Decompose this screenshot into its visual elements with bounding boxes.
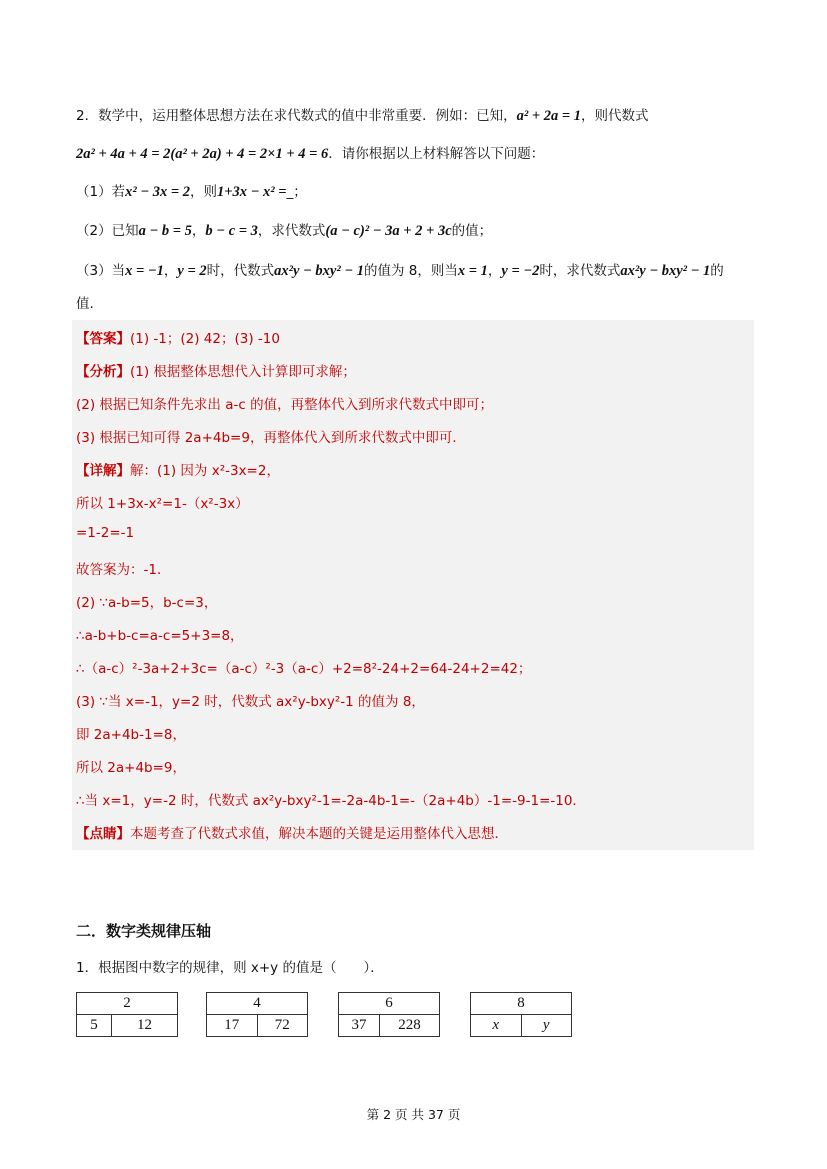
analysis-tag: 【分析】 — [76, 364, 130, 380]
problem-text: ．请你根据以上材料解答以下问题： — [328, 146, 545, 162]
q3-y1: y = 2 — [177, 263, 207, 279]
figure-right-number: 228 — [379, 1015, 439, 1037]
analysis-text: (1) 根据整体思想代入计算即可求解； — [130, 364, 356, 380]
q2-equation-1: a − b = 5 — [138, 223, 192, 239]
problem-intro-line — [76, 104, 648, 125]
figure-top-number: 6 — [339, 993, 440, 1015]
q3-x2: x = 1 — [457, 263, 488, 279]
question-text: 时，代数式 — [206, 263, 275, 279]
figure-left-variable: x — [471, 1015, 522, 1037]
comment-tag: 【点睛】 — [76, 826, 130, 842]
detail-line-9: 即 2a+4b-1=8， — [76, 727, 186, 743]
detail-text: 解：(1) 因为 x²-3x=2， — [130, 463, 280, 479]
question-text: （2）已知 — [76, 223, 139, 239]
answer-text: (1) -1；(2) 42；(3) -10 — [130, 331, 280, 347]
q3-expression-2: ax²y − bxy² − 1 — [620, 263, 711, 279]
figure-right-variable: y — [521, 1015, 572, 1037]
detail-line-3: =1-2=-1 — [76, 525, 135, 541]
question-text: 的值； — [451, 223, 493, 239]
question-text: ， — [163, 263, 178, 279]
example-expression: 2a² + 4a + 4 = 2(a² + 2a) + 4 = 2×1 + 4 = 6 — [76, 146, 329, 162]
question-text: _； — [286, 184, 307, 200]
figure-right-number: 72 — [257, 1015, 308, 1037]
analysis-line-3: (3) 根据已知可得 2a+4b=9，再整体代入到所求代数式中即可． — [76, 430, 466, 446]
number-figure-3 — [338, 992, 440, 1037]
detail-line-11: ∴当 x=1，y=-2 时，代数式 ax²y-bxy²-1=-2a-4b-1=-（2a+4b）-1=-9-1=-10． — [76, 793, 586, 809]
problem-text: 2．数学中，运用整体思想方法在求代数式的值中非常重要．例如：已知， — [76, 108, 517, 124]
question-3 — [76, 259, 724, 280]
question-text: 的 — [710, 263, 724, 279]
detail-line-10: 所以 2a+4b=9， — [76, 760, 187, 776]
number-figure-1 — [76, 992, 178, 1037]
question-text: 的值为 8，则当 — [364, 263, 458, 279]
problem-text: ，则代数式 — [580, 108, 649, 124]
question-text: （1）若 — [76, 184, 126, 200]
q3-y2: y = −2 — [501, 263, 540, 279]
answer-line — [76, 327, 280, 347]
question-text: ， — [191, 223, 206, 239]
question-1 — [76, 180, 307, 201]
detail-line-7: ∴（a-c）²-3a+2+3c=（a-c）²-3（a-c）+2=8²-24+2=64-24+2=42； — [76, 661, 532, 677]
detail-line-1 — [76, 459, 280, 479]
detail-line-8: (3) ∵当 x=-1，y=2 时，代数式 ax²y-bxy²-1 的值为 8， — [76, 694, 425, 710]
figure-right-number: 12 — [112, 1015, 178, 1037]
page-footer: 第 2 页 共 37 页 — [366, 1107, 461, 1122]
question-text: ， — [487, 263, 502, 279]
question-2 — [76, 219, 492, 240]
question-text: ，则 — [190, 184, 217, 200]
given-equation: a² + 2a = 1 — [516, 108, 581, 124]
section-title: 二．数字类规律压轴 — [76, 922, 212, 940]
number-figure-4 — [470, 992, 572, 1037]
figure-top-number: 4 — [207, 993, 308, 1015]
section-question: 1．根据图中数字的规律，则 x+y 的值是（ ）． — [76, 960, 384, 976]
analysis-line-1 — [76, 360, 356, 380]
question-text: （3）当 — [76, 263, 126, 279]
figure-top-number: 8 — [471, 993, 572, 1015]
detail-tag: 【详解】 — [76, 463, 130, 479]
q1-equation: x² − 3x = 2 — [125, 184, 190, 200]
question-text: ，求代数式 — [257, 223, 326, 239]
figure-top-number: 2 — [77, 993, 178, 1015]
q2-equation-2: b − c = 3 — [205, 223, 258, 239]
comment-text: 本题考查了代数式求值，解决本题的关键是运用整体代入思想． — [130, 826, 508, 842]
problem-example-line — [76, 142, 544, 163]
comment-line — [76, 822, 508, 842]
figure-left-number: 17 — [207, 1015, 258, 1037]
q2-expression: (a − c)² − 3a + 2 + 3c — [325, 223, 452, 239]
question-text: 时，求代数式 — [539, 263, 621, 279]
detail-line-4: 故答案为：-1． — [76, 562, 171, 578]
q1-expression: 1+3x − x² = — [217, 184, 287, 200]
detail-line-5: (2) ∵a-b=5，b-c=3， — [76, 595, 218, 611]
figure-left-number: 5 — [77, 1015, 112, 1037]
q3-expression-1: ax²y − bxy² − 1 — [274, 263, 364, 279]
question-3-continued: 值. — [76, 296, 94, 312]
q3-x1: x = −1 — [125, 263, 164, 279]
figure-left-number: 37 — [339, 1015, 380, 1037]
number-figure-2 — [206, 992, 308, 1037]
detail-line-2: 所以 1+3x-x²=1-（x²-3x） — [76, 496, 249, 512]
answer-tag: 【答案】 — [76, 331, 130, 347]
analysis-line-2: (2) 根据已知条件先求出 a-c 的值，再整体代入到所求代数式中即可； — [76, 397, 494, 413]
detail-line-6: ∴a-b+b-c=a-c=5+3=8， — [76, 628, 244, 644]
